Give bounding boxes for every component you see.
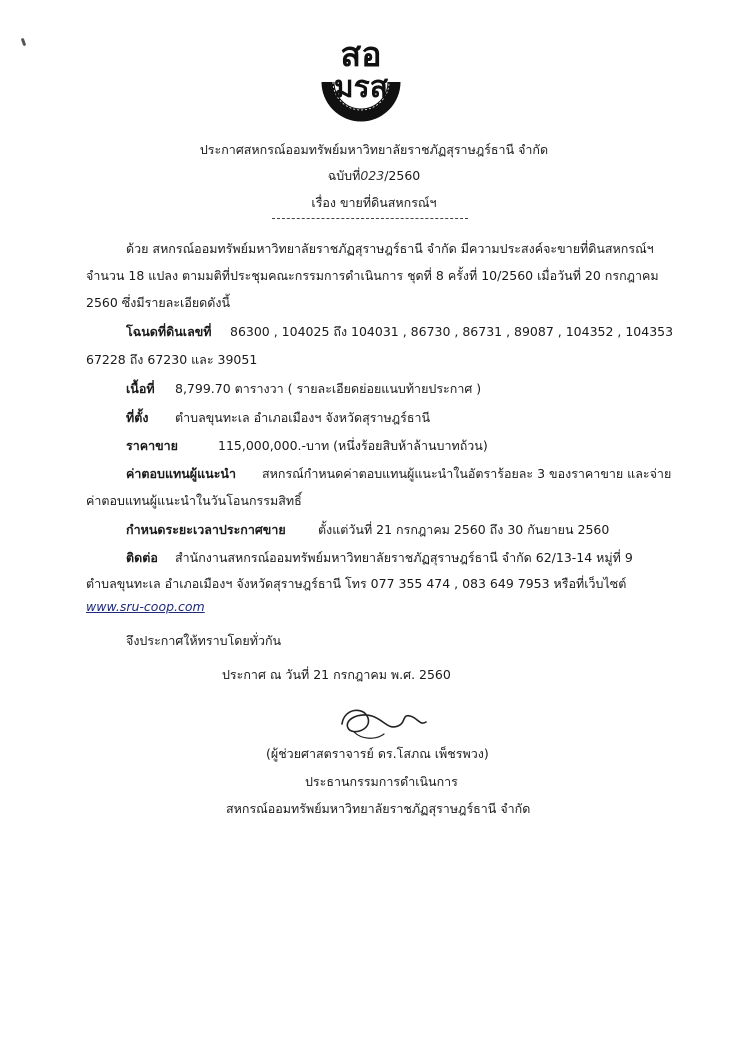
fee-value-2: ค่าตอบแทนผู้แนะนำในวันโอนกรรมสิทธิ์ xyxy=(86,493,302,508)
deed-label: โฉนดที่ดินเลขที่ xyxy=(126,324,212,339)
announcement-date: ประกาศ ณ วันที่ 21 กรกฎาคม พ.ศ. 2560 xyxy=(222,667,451,682)
contact-value-1: สำนักงานสหกรณ์ออมทรัพย์มหาวิทยาลัยราชภัฏสุราษฎร์ธานี จำกัด 62/13-14 หมู่ที่ 9 xyxy=(175,550,633,565)
scan-mark xyxy=(21,38,27,47)
period-label: กำหนดระยะเวลาประกาศขาย xyxy=(126,522,286,537)
handwritten-signature xyxy=(332,700,432,746)
signer-organization: สหกรณ์ออมทรัพย์มหาวิทยาลัยราชภัฏสุราษฎร์ธานี จำกัด xyxy=(226,801,531,816)
deed-value-1: 86300 , 104025 ถึง 104031 , 86730 , 86731 , 89087 , 104352 , 104353 xyxy=(230,324,674,339)
handwritten-number: 023 xyxy=(360,168,385,183)
website-link[interactable]: www.sru-coop.com xyxy=(86,599,205,614)
signer-position: ประธานกรรมการดำเนินการ xyxy=(305,774,458,789)
area-value: 8,799.70 ตารางวา ( รายละเอียดย่อยแนบท้ายประกาศ ) xyxy=(175,381,482,396)
issue-number: ฉบับที่023/2560 xyxy=(327,168,421,183)
intro-line-1: ด้วย สหกรณ์ออมทรัพย์มหาวิทยาลัยราชภัฏสุราษฎร์ธานี จำกัด มีความประสงค์จะขายที่ดินสหกรณ์ฯ xyxy=(126,241,654,256)
price-label: ราคาขาย xyxy=(126,438,179,453)
svg-text:มรส: มรส xyxy=(333,70,389,105)
contact-label: ติดต่อ xyxy=(126,550,158,565)
contact-value-2: ตำบลขุนทะเล อำเภอเมืองฯ จังหวัดสุราษฎร์ธานี โทร 077 355 474 , 083 649 7953 หรือที่เว็บไซต์ xyxy=(86,576,627,591)
announcement-subject: เรื่อง ขายที่ดินสหกรณ์ฯ xyxy=(311,195,437,210)
price-value: 115,000,000.-บาท (หนึ่งร้อยสิบห้าล้านบาทถ้วน) xyxy=(218,438,488,453)
announcement-title: ประกาศสหกรณ์ออมทรัพย์มหาวิทยาลัยราชภัฏสุราษฎร์ธานี จำกัด xyxy=(199,142,549,157)
deed-value-2: 67228 ถึง 67230 และ 39051 xyxy=(86,352,258,367)
signer-name: (ผู้ช่วยศาสตราจารย์ ดร.โสภณ เพ็ชรพวง) xyxy=(266,746,489,761)
fee-label: ค่าตอบแทนผู้แนะนำ xyxy=(126,466,236,481)
intro-line-2: จำนวน 18 แปลง ตามมติที่ประชุมคณะกรรมการดำเนินการ ชุดที่ 8 ครั้งที่ 10/2560 เมื่อวันที่ 20 กรกฎาคม xyxy=(86,268,659,283)
svg-text:สอ: สอ xyxy=(340,35,382,75)
intro-line-3: 2560 ซึ่งมีรายละเอียดดังนี้ xyxy=(86,295,231,310)
location-label: ที่ตั้ง xyxy=(126,410,149,425)
cooperative-logo xyxy=(300,20,422,142)
fee-value-1: สหกรณ์กำหนดค่าตอบแทนผู้แนะนำในอัตราร้อยละ 3 ของราคาขาย และจ่าย xyxy=(262,466,672,481)
area-label: เนื้อที่ xyxy=(126,381,155,396)
location-value: ตำบลขุนทะเล อำเภอเมืองฯ จังหวัดสุราษฎร์ธานี xyxy=(175,410,431,425)
closing-text: จึงประกาศให้ทราบโดยทั่วกัน xyxy=(126,633,282,648)
period-value: ตั้งแต่วันที่ 21 กรกฎาคม 2560 ถึง 30 กันยายน 2560 xyxy=(318,522,610,537)
separator xyxy=(272,218,468,219)
